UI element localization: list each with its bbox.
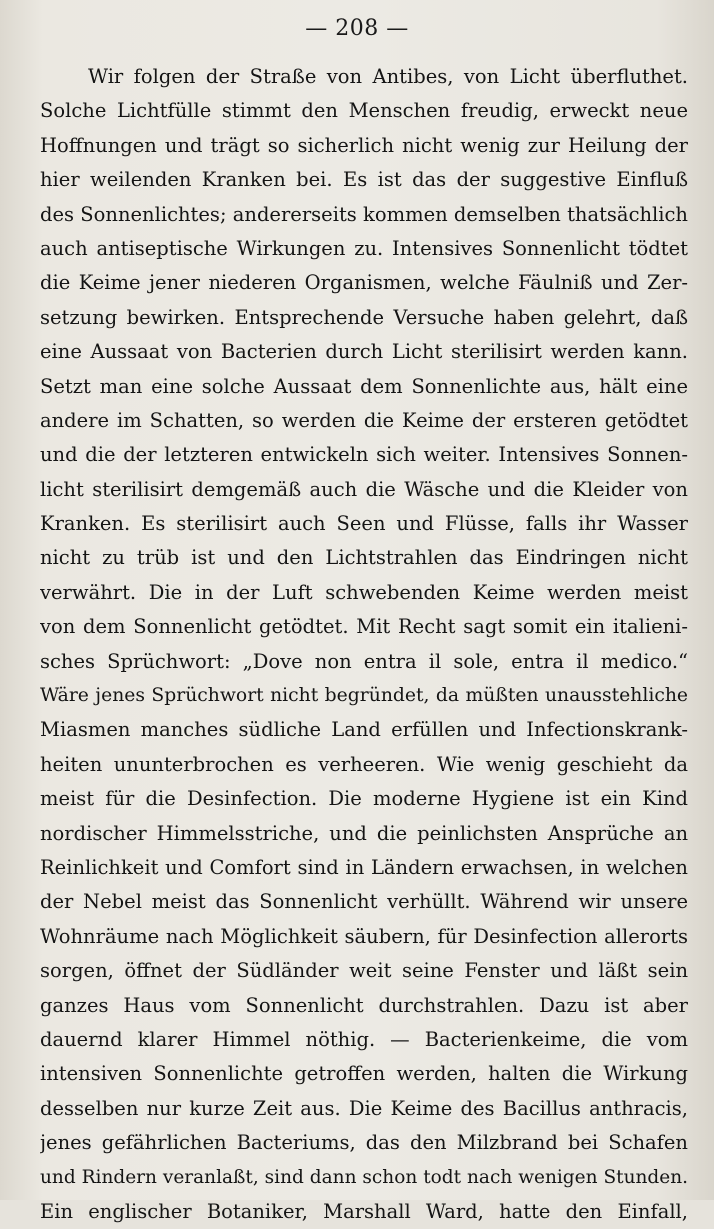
text-line: ganzes Haus vom Sonnenlicht durchstrahlen. Dazu ist aber	[40, 993, 688, 1017]
text-line: intensiven Sonnenlichte getroffen werden, halten die Wirkung	[40, 1062, 688, 1086]
text-line: und die der letzteren entwickeln sich weiter. Intensives Sonnen-	[40, 443, 688, 467]
text-line: des Sonnenlichtes; andererseits kommen demselben thatsächlich	[40, 202, 688, 226]
text-line: Setzt man eine solche Aussaat dem Sonnenlichte aus, hält eine	[40, 374, 688, 398]
text-line: meist für die Desinfection. Die moderne Hygiene ist ein Kind	[40, 787, 688, 811]
text-line: auch antiseptische Wirkungen zu. Intensives Sonnenlicht tödtet	[40, 236, 688, 260]
text-line: von dem Sonnenlicht getödtet. Mit Recht sagt somit ein italieni-	[40, 615, 688, 639]
text-line: nicht zu trüb ist und den Lichtstrahlen das Eindringen nicht	[40, 546, 688, 570]
text-line: Solche Lichtfülle stimmt den Menschen freudig, erweckt neue	[40, 99, 688, 123]
text-line: der Nebel meist das Sonnenlicht verhüllt. Während wir unsere	[40, 890, 688, 914]
text-line: dauernd klarer Himmel nöthig. — Bacterienkeime, die vom	[40, 1027, 688, 1051]
text-line: eine Aussaat von Bacterien durch Licht sterilisirt werden kann.	[40, 340, 688, 364]
text-line: Reinlichkeit und Comfort sind in Ländern erwachsen, in welchen	[40, 855, 688, 879]
text-line: Kranken. Es sterilisirt auch Seen und Flüsse, falls ihr Wasser	[40, 512, 688, 536]
text-line: nordischer Himmelsstriche, und die peinlichsten Ansprüche an	[40, 821, 688, 845]
text-line: Wäre jenes Sprüchwort nicht begründet, da müßten unausstehliche	[40, 685, 688, 707]
body-text	[40, 60, 688, 1229]
text-line: andere im Schatten, so werden die Keime der ersteren getödtet	[40, 408, 688, 432]
text-line: Hoffnungen und trägt so sicherlich nicht wenig zur Heilung der	[40, 133, 688, 157]
text-line: Wir folgen der Straße von Antibes, von Licht überfluthet.	[88, 65, 688, 88]
text-line: setzung bewirken. Entsprechende Versuche haben gelehrt, daß	[40, 305, 688, 329]
text-line: Miasmen manches südliche Land erfüllen und Infectionskrank-	[40, 718, 688, 742]
text-line: desselben nur kurze Zeit aus. Die Keime des Bacillus anthracis,	[40, 1096, 688, 1120]
text-line: sches Sprüchwort: „Dove non entra il sole, entra il medico.“	[40, 649, 688, 673]
text-line: licht sterilisirt demgemäß auch die Wäsche und die Kleider von	[40, 477, 688, 501]
text-line: verwährt. Die in der Luft schwebenden Keime werden meist	[40, 580, 688, 604]
text-line: heiten ununterbrochen es verheeren. Wie wenig geschieht da	[40, 752, 688, 776]
text-line: und Rindern veranlaßt, sind dann schon todt nach wenigen Stunden.	[40, 1166, 688, 1188]
text-line: hier weilenden Kranken bei. Es ist das der suggestive Einfluß	[40, 168, 688, 192]
page-number: — 208 —	[305, 16, 409, 41]
text-line: Ein englischer Botaniker, Marshall Ward, hatte den Einfall,	[40, 1199, 688, 1223]
text-line: die Keime jener niederen Organismen, welche Fäulniß und Zer-	[40, 271, 688, 295]
text-line: sorgen, öffnet der Südländer weit seine Fenster und läßt sein	[40, 959, 688, 983]
text-line: jenes gefährlichen Bacteriums, das den Milzbrand bei Schafen	[40, 1131, 688, 1155]
text-line: Wohnräume nach Möglichkeit säubern, für Desinfection allerorts	[40, 924, 688, 948]
